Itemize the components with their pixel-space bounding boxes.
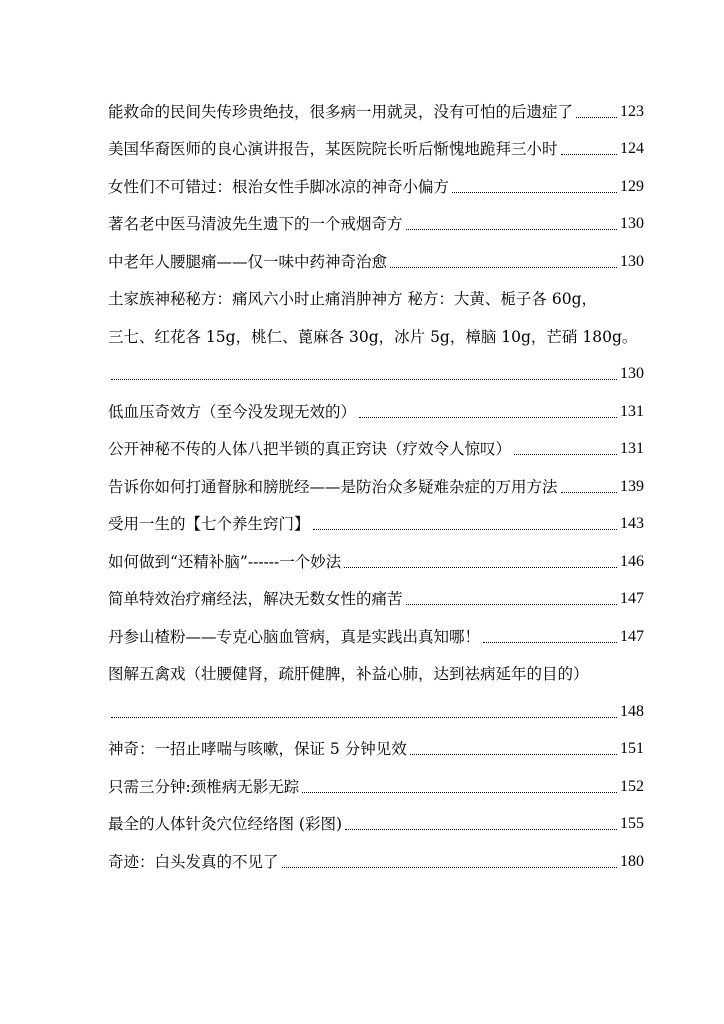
toc-entry-title: 奇迹：白头发真的不见了 <box>108 852 279 871</box>
toc-page-number: 130 <box>620 215 644 232</box>
toc-page-number: 130 <box>620 365 644 382</box>
toc-entry-title: 能救命的民间失传珍贵绝技，很多病一用就灵，没有可怕的后遗症了 <box>108 102 574 121</box>
dot-leader <box>111 378 617 380</box>
dot-leader <box>302 791 617 793</box>
toc-entry-line <box>108 722 644 760</box>
toc-entry[interactable] <box>108 197 644 235</box>
toc-page-number: 148 <box>620 702 644 720</box>
toc-entry-title: 著名老中医马清波先生遗下的一个戒烟奇方 <box>108 215 403 233</box>
toc-entry-title: 公开神秘不传的人体八把半锁的真正窍诀（疗效令人惊叹） <box>108 440 512 458</box>
toc-entry-title: 土家族神秘秘方：痛风六小时止痛消肿神方 秘方：大黄、栀子各 60g， <box>108 290 598 308</box>
toc-entry-title: 神奇：一招止哮喘与咳嗽，保证 5 分钟见效 <box>108 740 407 758</box>
toc-entry[interactable] <box>108 497 644 535</box>
toc-page-number: 147 <box>620 627 644 645</box>
toc-entry[interactable] <box>108 647 644 722</box>
toc-entry[interactable] <box>108 722 644 760</box>
dot-leader <box>483 641 617 643</box>
dot-leader <box>344 566 617 568</box>
toc-entry-title: 受用一生的【七个养生窍门】 <box>108 515 310 533</box>
toc-entry-line <box>108 647 644 685</box>
toc-entry-line <box>108 84 644 122</box>
toc-entry-line <box>108 309 644 347</box>
toc-page-number: 147 <box>620 590 644 607</box>
toc-entry-line <box>108 684 644 722</box>
toc-page-number: 152 <box>620 777 644 795</box>
toc-entry[interactable] <box>108 534 644 572</box>
toc-entry[interactable] <box>108 797 644 835</box>
toc-page-number: 151 <box>620 740 644 757</box>
dot-leader <box>452 191 617 193</box>
toc-page-number: 123 <box>620 102 644 120</box>
dot-leader <box>410 753 617 755</box>
toc-entry-line <box>108 197 644 235</box>
dot-leader <box>514 453 617 455</box>
dot-leader <box>359 416 617 418</box>
toc-entry-line <box>108 497 644 535</box>
toc-entry[interactable] <box>108 272 644 385</box>
toc-page-number: 129 <box>620 177 644 195</box>
toc-entry-title: 最全的人体针灸穴位经络图 (彩图) <box>108 815 343 833</box>
toc-entry-title: 简单特效治疗痛经法，解决无数女性的痛苦 <box>108 590 403 608</box>
toc-page-number: 155 <box>620 815 644 832</box>
toc-entry-line <box>108 759 644 797</box>
toc-entry-line <box>108 834 644 872</box>
toc-entry-title: 告诉你如何打通督脉和膀胱经——是防治众多疑难杂症的万用方法 <box>108 477 558 496</box>
toc-entry[interactable] <box>108 572 644 610</box>
dot-leader <box>561 491 617 493</box>
toc-page-number: 131 <box>620 440 644 457</box>
toc-entry[interactable] <box>108 609 644 647</box>
toc-page-number: 124 <box>620 140 644 157</box>
toc-entry-line <box>108 609 644 647</box>
toc-entry[interactable] <box>108 459 644 497</box>
toc-entry-line <box>108 122 644 160</box>
dot-leader <box>406 228 617 230</box>
toc-entry[interactable] <box>108 159 644 197</box>
toc-entry-line <box>108 347 644 385</box>
dot-leader <box>345 828 617 830</box>
toc-entry[interactable] <box>108 122 644 160</box>
toc-entry-line <box>108 234 644 272</box>
toc-entry-line <box>108 534 644 572</box>
toc-entry-line <box>108 797 644 835</box>
toc-entry[interactable] <box>108 84 644 122</box>
toc-entry-title: 三七、红花各 15g，桃仁、蓖麻各 30g，冰片 5g，樟脑 10g，芒硝 180g。 <box>108 327 638 346</box>
toc-entry-title: 只需三分钟:颈椎病无影无踪 <box>108 777 300 796</box>
toc-entry[interactable] <box>108 422 644 460</box>
dot-leader <box>313 528 617 530</box>
toc-entry-title: 中老年人腰腿痛——仅一味中药神奇治愈 <box>108 252 388 271</box>
dot-leader <box>390 266 617 268</box>
toc-entry-line <box>108 384 644 422</box>
dot-leader <box>406 603 617 605</box>
dot-leader <box>576 116 617 118</box>
toc-entry-title: 低血压奇效方（至今没发现无效的） <box>108 402 357 421</box>
toc-entry-title: 美国华裔医师的良心演讲报告，某医院院长听后惭愧地跪拜三小时 <box>108 140 558 158</box>
toc-page-number: 180 <box>620 852 644 870</box>
dot-leader <box>561 153 617 155</box>
toc-entry-title: 图解五禽戏（壮腰健肾，疏肝健脾，补益心肺，达到祛病延年的目的） <box>108 665 589 683</box>
toc-entry[interactable] <box>108 234 644 272</box>
toc-entry[interactable] <box>108 759 644 797</box>
toc-entry-line <box>108 572 644 610</box>
toc-page-number: 143 <box>620 515 644 532</box>
toc-entry-line <box>108 159 644 197</box>
toc-entry-line <box>108 459 644 497</box>
dot-leader <box>111 716 617 718</box>
toc-entry-title: 丹参山楂粉——专克心脑血管病，真是实践出真知哪！ <box>108 627 481 646</box>
toc-page-number: 131 <box>620 402 644 420</box>
toc-entry-line <box>108 422 644 460</box>
toc-entry[interactable] <box>108 834 644 872</box>
toc-entry-title: 如何做到“还精补脑”------一个妙法 <box>108 552 342 571</box>
toc-entry-title: 女性们不可错过：根治女性手脚冰凉的神奇小偏方 <box>108 177 450 196</box>
toc-entry-line <box>108 272 644 310</box>
dot-leader <box>282 866 617 868</box>
toc-page-number: 139 <box>620 477 644 495</box>
toc-page-number: 146 <box>620 552 644 570</box>
toc-entry[interactable] <box>108 384 644 422</box>
table-of-contents <box>108 84 644 872</box>
toc-page-number: 130 <box>620 252 644 270</box>
